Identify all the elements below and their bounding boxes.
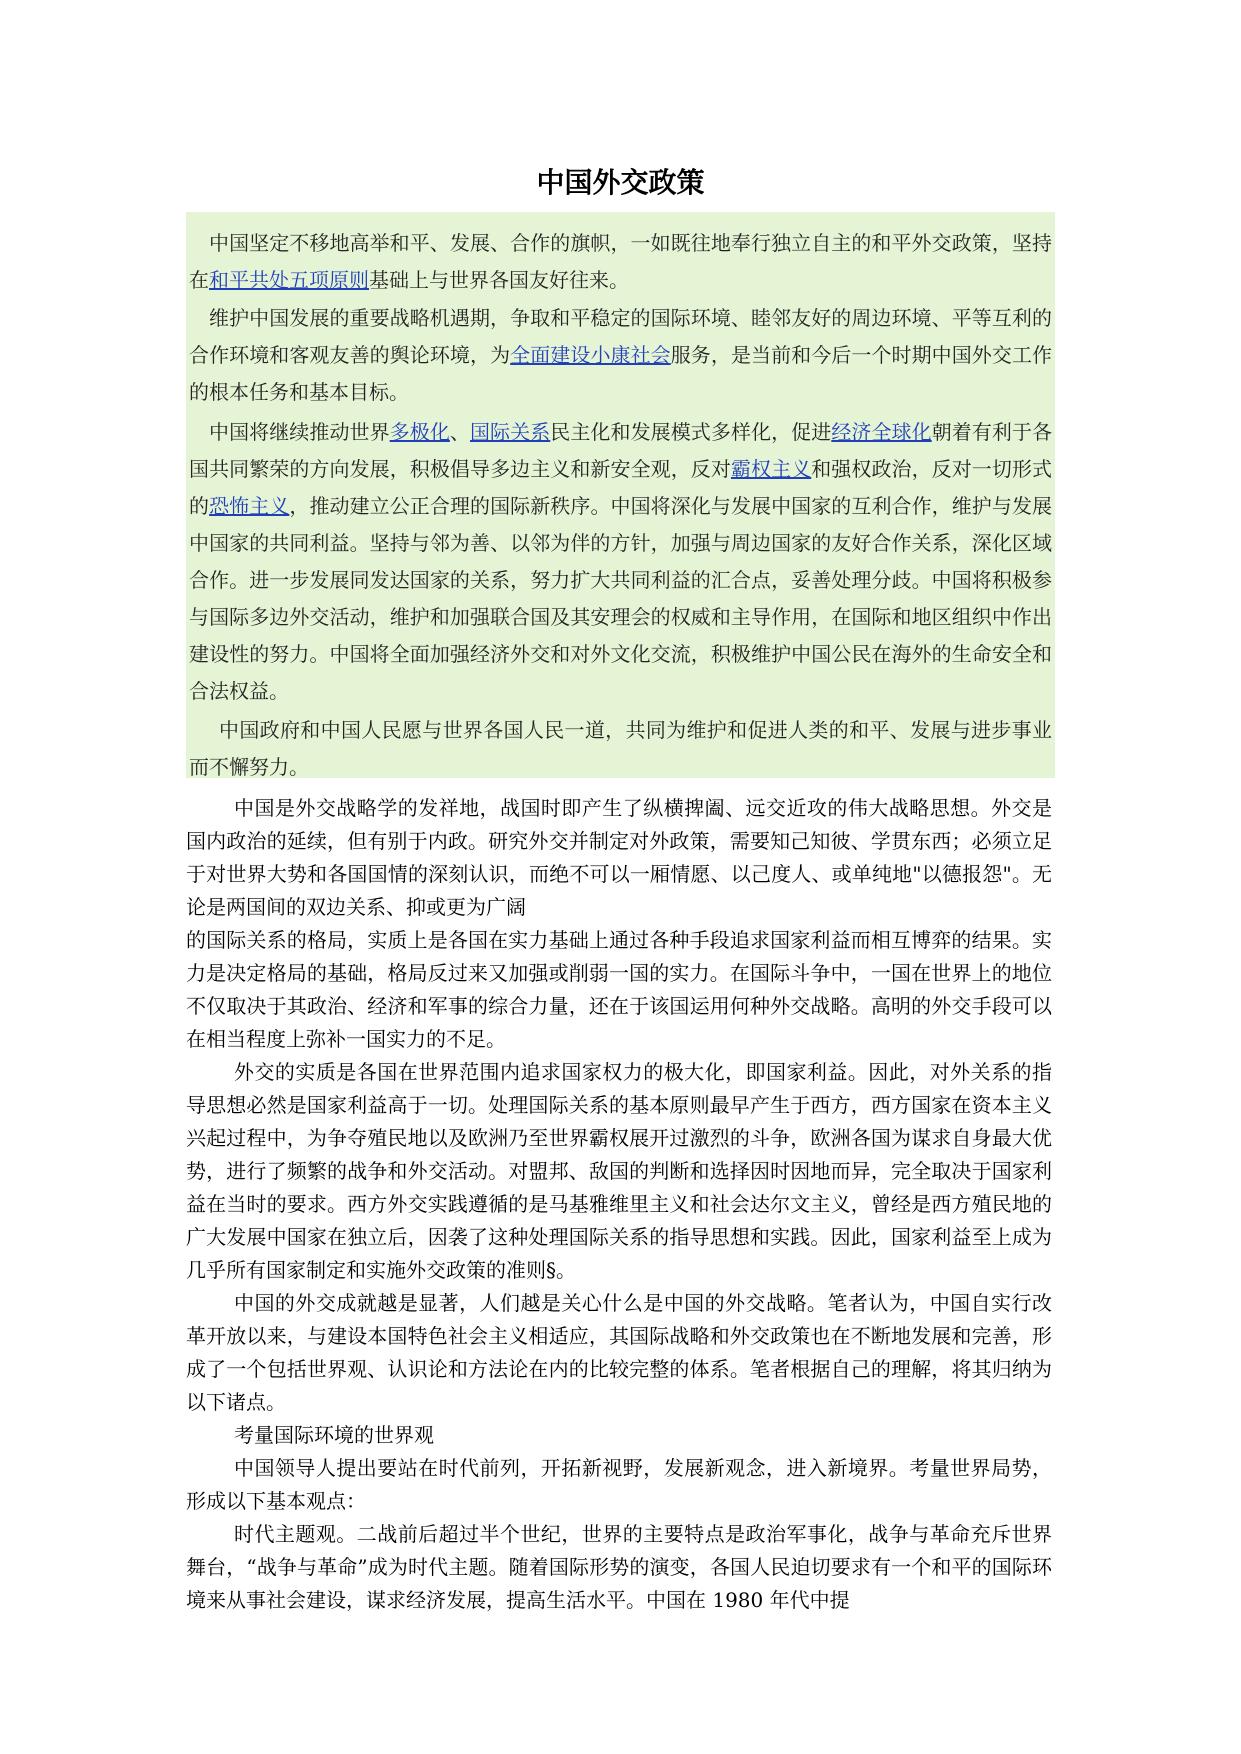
text-run: 服务，是当前和今后一个时期中国外交工作的根本任务和基本目标。 [189,343,1053,404]
link-five-principles[interactable]: 和平共处五项原则 [209,268,369,292]
link-xiaokang-society[interactable]: 全面建设小康社会 [510,343,671,367]
text-run: ，推动建立公正合理的国际新秩序。中国将深化与发展中国家的互利合作，维护与发展中国家的共同利益。坚持与邻为善、以邻为伴的方针，加强与周边国家的友好合作关系，深化区域合作。进一步发展同发达国家的关系，努力扩大共同利益的汇合点，妥善处理分歧。中国将积极参与国际多边外交活动，维护和加强联合国及其安理会的权威和主导作用，在国际和地区组织中作出建设性的努力。中国将全面加强经济外交和对外文化交流，积极维护中国公民在海外的生命安全和合法权益。 [189,494,1053,703]
highlight-paragraph-4: 中国政府和中国人民愿与世界各国人民一道，共同为维护和促进人类的和平、发展与进步事业而不懈努力。 [189,718,1052,779]
text-run: 朝着有利于各国共同繁荣的方向发展，积极倡导多边主义和新安全观，反对 [189,420,1053,481]
body-paragraph-5: 时代主题观。二战前后超过半个世纪，世界的主要特点是政治军事化，战争与革命充斥世界舞台，“战争与革命”成为时代主题。随着国际形势的演变，各国人民迫切要求有一个和平的国际环境来从事社会建设，谋求经济发展，提高生活水平。中国在 1980 年代中提 [186,1522,1052,1612]
link-terrorism[interactable]: 恐怖主义 [209,494,290,518]
link-hegemonism[interactable]: 霸权主义 [730,457,812,481]
highlight-paragraph-3 [189,414,1052,710]
body-text [186,792,1052,1617]
highlight-paragraph-2 [189,300,1052,411]
body-paragraph-1a: 中国是外交战略学的发祥地，战国时即产生了纵横捭阖、远交近攻的伟大战略思想。外交是国内政治的延续，但有别于内政。研究外交并制定对外政策，需要知己知彼、学贯东西；必须立足于对世界大势和各国国情的深刻认识，而绝不可以一厢情愿、以己度人、或单纯地"以德报怨"。无论是两国间的双边关系、抑或更为广阔 [186,796,1052,919]
text-run: 维护中国发展的重要战略机遇期，争取和平稳定的国际环境、睦邻友好的周边环境、平等互利的合作环境和客观友善的舆论环境，为 [189,306,1052,367]
text-run: 中国将继续推动世界 [209,420,390,444]
page-title: 中国外交政策 [536,166,705,199]
text-run: 民主化和发展模式多样化，促进 [550,420,832,444]
text-run: 基础上与世界各国友好往来。 [369,268,629,292]
body-paragraph-4: 中国领导人提出要站在时代前列，开拓新视野，发展新观念，进入新境界。考量世界局势，形成以下基本观点： [186,1456,1052,1513]
text-run: 和强权政治，反对一切形式的 [189,457,1053,518]
body-paragraph-1b: 的国际关系的格局，实质上是各国在实力基础上通过各种手段追求国家利益而相互博弈的结果。实力是决定格局的基础，格局反过来又加强或削弱一国的实力。在国际斗争中，一国在世界上的地位不仅取决于其政治、经济和军事的综合力量，还在于该国运用何种外交战略。高明的外交手段可以在相当程度上弥补一国实力的不足。 [186,928,1052,1051]
link-multipolarity[interactable]: 多极化 [389,420,450,444]
body-paragraph-2: 外交的实质是各国在世界范围内追求国家权力的极大化，即国家利益。因此，对外关系的指导思想必然是国家利益高于一切。处理国际关系的基本原则最早产生于西方，西方国家在资本主义兴起过程中，为争夺殖民地以及欧洲乃至世界霸权展开过激烈的斗争，欧洲各国为谋求自身最大优势，进行了频繁的战争和外交活动。对盟邦、敌国的判断和选择因时因地而异，完全取决于国家利益在当时的要求。西方外交实践遵循的是马基雅维里主义和社会达尔文主义，曾经是西方殖民地的广大发展中国家在独立后，因袭了这种处理国际关系的指导思想和实践。因此，国家利益至上成为几乎所有国家制定和实施外交政策的准则§。 [186,1060,1052,1282]
link-international-relations[interactable]: 国际关系 [469,420,551,444]
highlighted-section [186,212,1055,778]
text-run: 中国坚定不移地高举和平、发展、合作的旗帜，一如既往地奉行独立自主的和平外交政策，坚持在 [189,231,1052,292]
body-paragraph-3: 中国的外交成就越是显著，人们越是关心什么是中国的外交战略。笔者认为，中国自实行改革开放以来，与建设本国特色社会主义相适应，其国际战略和外交政策也在不断地发展和完善，形成了一个包括世界观、认识论和方法论在内的比较完整的体系。笔者根据自己的理解，将其归纳为以下诸点。 [186,1291,1052,1414]
link-globalization[interactable]: 经济全球化 [831,420,932,444]
section-heading: 考量国际环境的世界观 [234,1423,434,1447]
highlight-paragraph-1 [189,225,1052,299]
text-run: 、 [449,420,470,444]
